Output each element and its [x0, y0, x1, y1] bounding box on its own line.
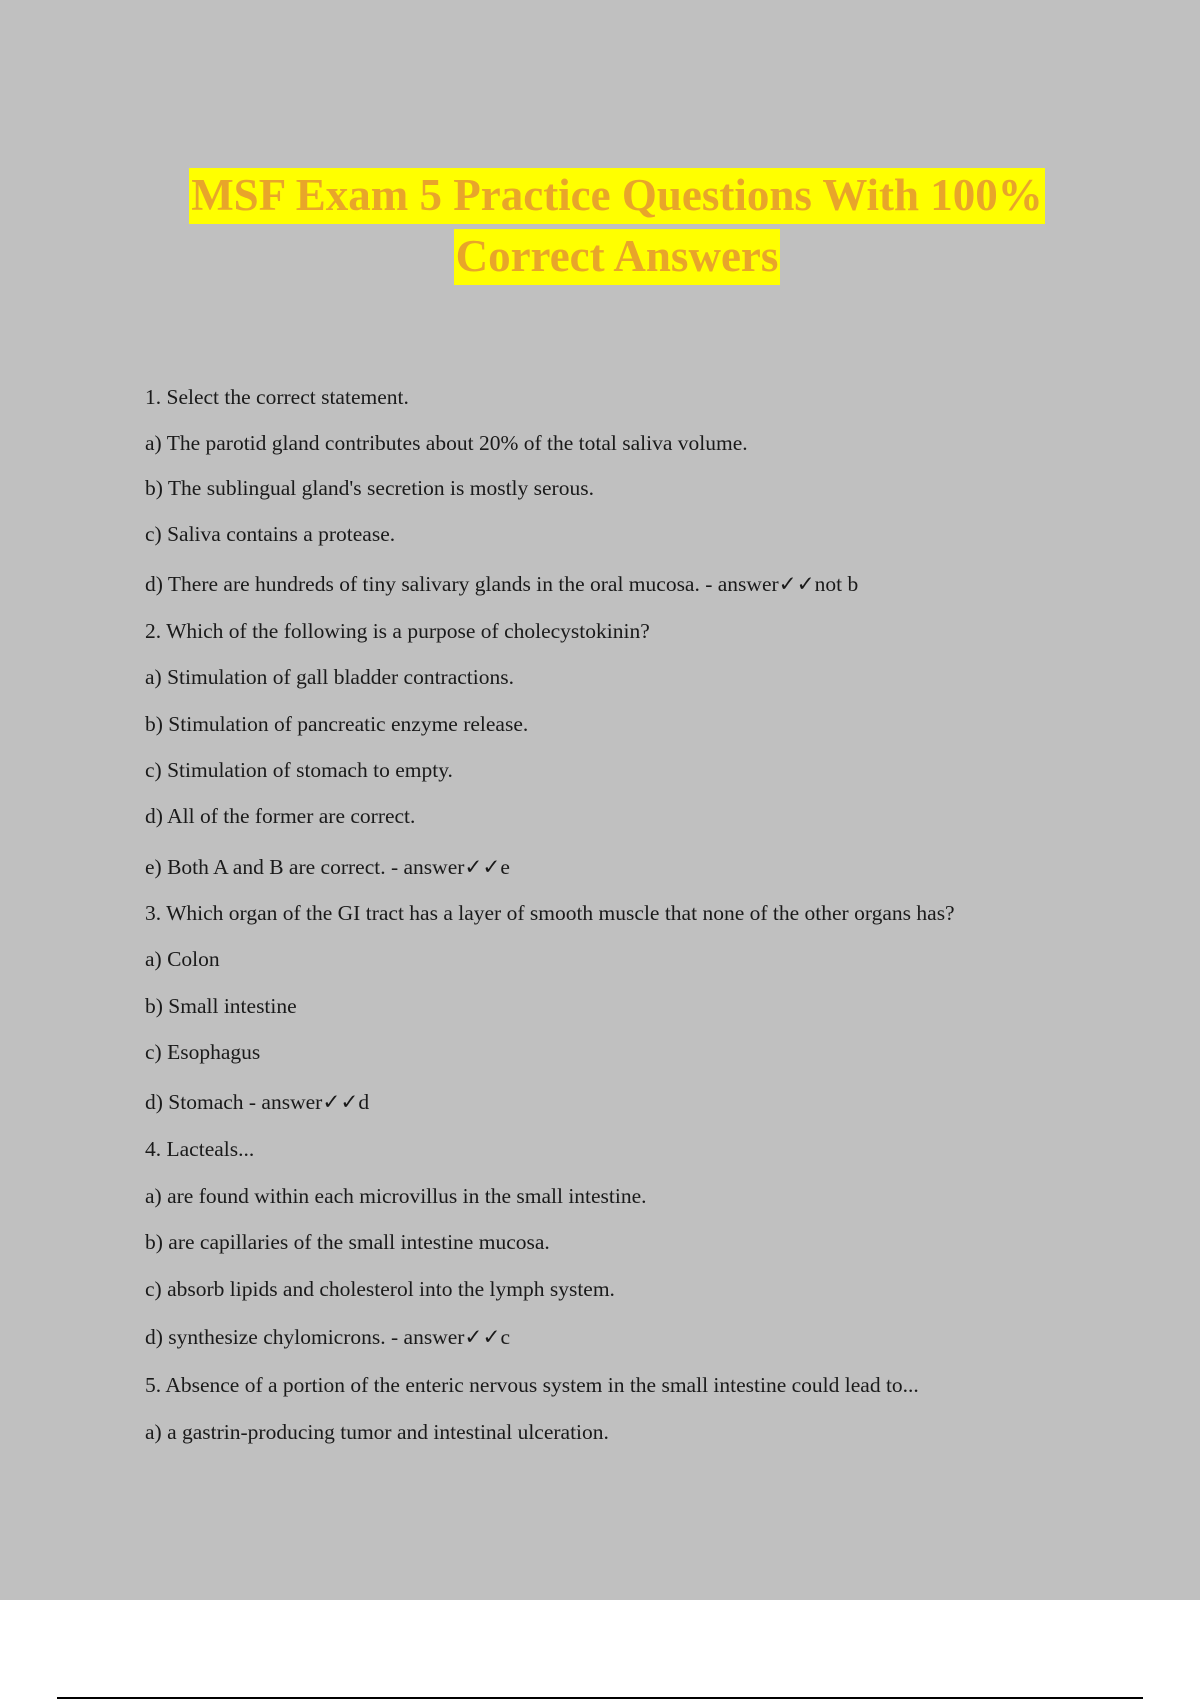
question-1-option-c: c) Saliva contains a protease.	[145, 522, 396, 546]
question-2-option-d: d) All of the former are correct.	[145, 804, 416, 828]
question-2-option-e-answer: e) Both A and B are correct. - answer✓✓e	[145, 855, 510, 879]
question-4-option-b: b) are capillaries of the small intestine mucosa.	[145, 1230, 550, 1254]
footer-divider	[57, 1697, 1143, 1699]
question-4-option-a: a) are found within each microvillus in the small intestine.	[145, 1184, 647, 1208]
title-line-1: MSF Exam 5 Practice Questions With 100%	[189, 168, 1045, 224]
question-1-option-a: a) The parotid gland contributes about 20% of the total saliva volume.	[145, 431, 748, 455]
question-3-option-c: c) Esophagus	[145, 1040, 261, 1064]
question-3-option-d-answer: d) Stomach - answer✓✓d	[145, 1090, 370, 1114]
question-5: 5. Absence of a portion of the enteric nervous system in the small intestine could lead to...	[145, 1373, 919, 1397]
question-2-option-a: a) Stimulation of gall bladder contractions.	[145, 665, 514, 689]
question-4-option-c: c) absorb lipids and cholesterol into the lymph system.	[145, 1277, 615, 1301]
question-2-option-b: b) Stimulation of pancreatic enzyme release.	[145, 712, 529, 736]
question-5-option-a: a) a gastrin-producing tumor and intestinal ulceration.	[145, 1420, 609, 1444]
document-title	[0, 168, 1200, 285]
question-2-option-c: c) Stimulation of stomach to empty.	[145, 758, 453, 782]
question-1-option-d-answer: d) There are hundreds of tiny salivary glands in the oral mucosa. - answer✓✓not b	[145, 572, 859, 596]
question-3-option-a: a) Colon	[145, 947, 220, 971]
question-1: 1. Select the correct statement.	[145, 385, 409, 409]
question-1-option-b: b) The sublingual gland's secretion is mostly serous.	[145, 476, 594, 500]
question-3-option-b: b) Small intestine	[145, 994, 297, 1018]
question-4: 4. Lacteals...	[145, 1137, 255, 1161]
title-line-2: Correct Answers	[454, 229, 781, 285]
question-3: 3. Which organ of the GI tract has a layer of smooth muscle that none of the other organs has?	[145, 901, 955, 925]
question-4-option-d-answer: d) synthesize chylomicrons. - answer✓✓c	[145, 1325, 510, 1349]
question-2: 2. Which of the following is a purpose of cholecystokinin?	[145, 619, 650, 643]
